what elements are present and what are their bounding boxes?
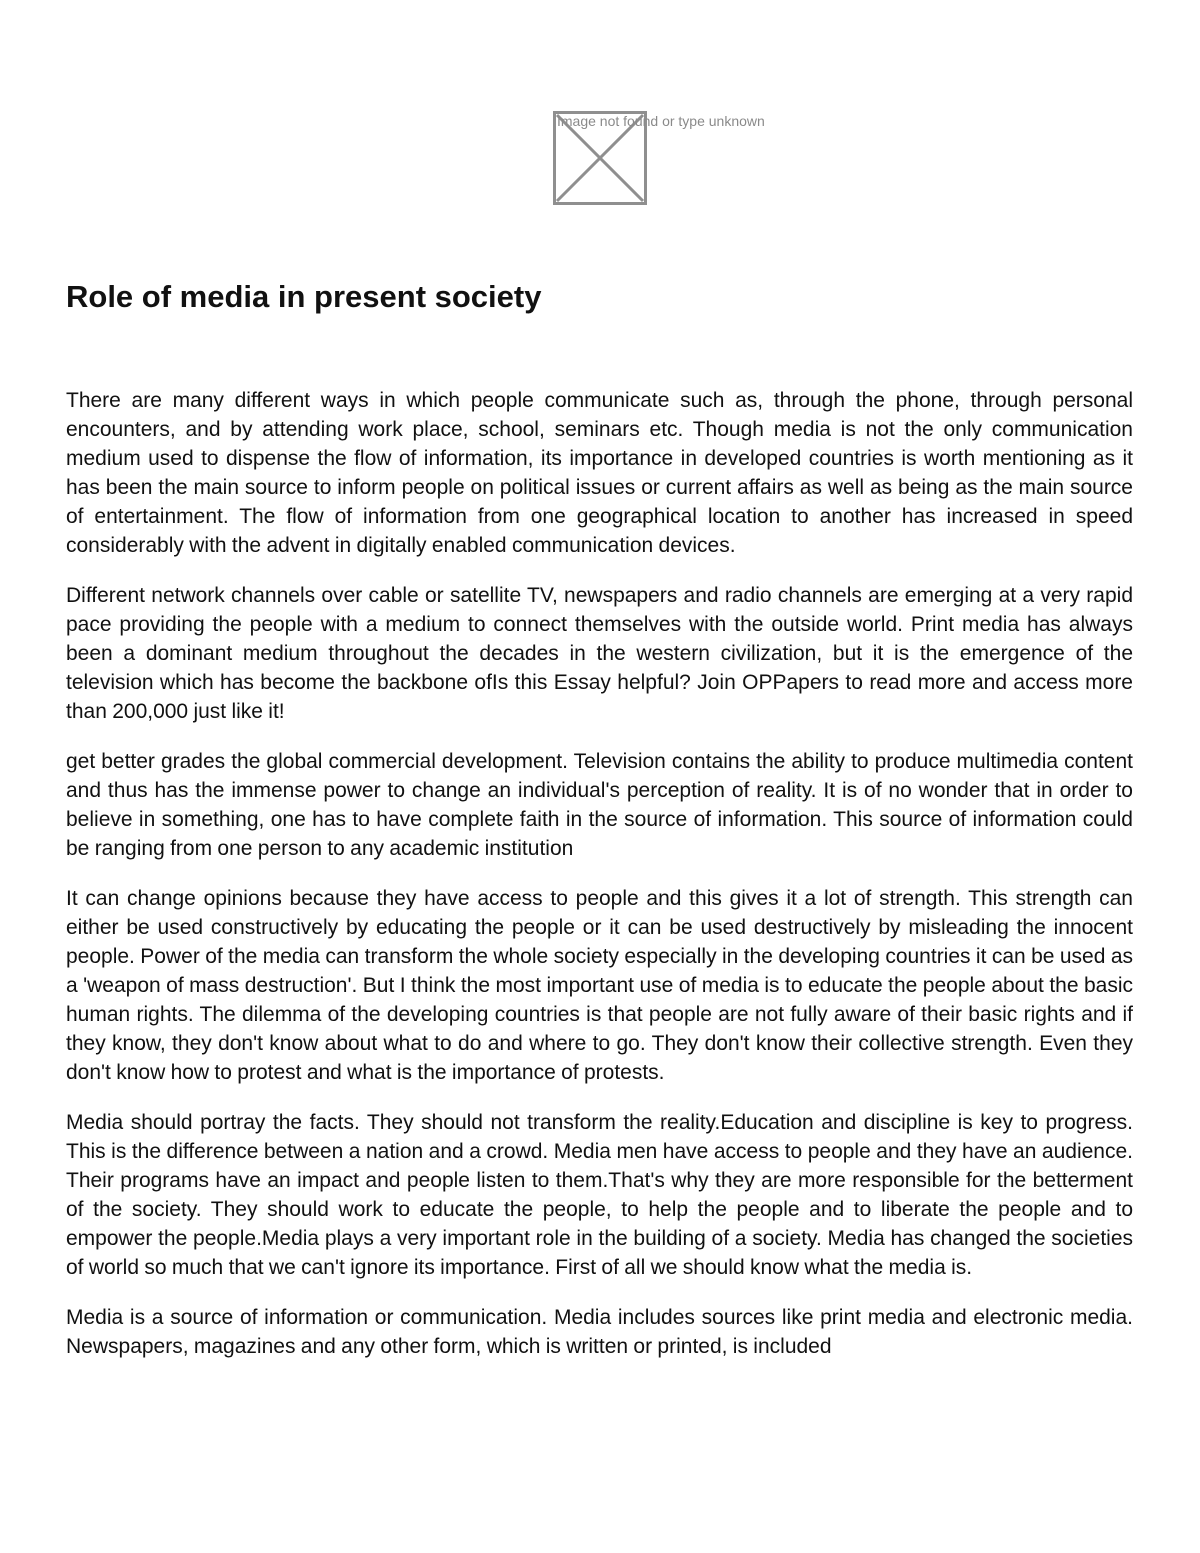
- paragraph: There are many different ways in which people communicate such as, through the phone, through personal encounters, and by attending work place, school, seminars etc. Though media is not the only communication medium used to dispense the flow of information, its importance in developed countries is worth mentioning as it has been the main source to inform people on political issues or current affairs as well as being as the main source of entertainment. The flow of information from one geographical location to another has increased in speed considerably with the advent in digitally enabled communication devices.: [66, 389, 1133, 557]
- image-alt-text: Image not found or type unknown: [557, 113, 765, 129]
- essay-body: [66, 386, 1133, 1382]
- paragraph: It can change opinions because they have access to people and this gives it a lot of strength. This strength can either be used constructively by educating the people or it can be used destructively by misleading the innocent people. Power of the media can transform the whole society especially in the developing countries it can be used as a 'weapon of mass destruction'. But I think the most important use of media is to educate the people about the basic human rights. The dilemma of the developing countries is that people are not fully aware of their basic rights and if they know, they don't know about what to do and where to go. They don't know their collective strength. Even they don't know how to protest and what is the importance of protests.: [66, 887, 1133, 1084]
- page-title: Role of media in present society: [66, 279, 542, 314]
- paragraph: Different network channels over cable or satellite TV, newspapers and radio channels are emerging at a very rapid pace providing the people with a medium to connect themselves with the outside world. Print media has always been a dominant medium throughout the decades in the western civilization, but it is the emergence of the television which has become the backbone ofIs this Essay helpful? Join OPPapers to read more and access more than 200,000 just like it!: [66, 584, 1133, 723]
- paragraph: Media should portray the facts. They should not transform the reality.Education and discipline is key to progress. This is the difference between a nation and a crowd. Media men have access to people and they have an audience. Their programs have an impact and people listen to them.That's why they are more responsible for the betterment of the society. They should work to educate the people, to help the people and to liberate the people and to empower the people.Media plays a very important role in the building of a society. Media has changed the societies of world so much that we can't ignore its importance. First of all we should know what the media is.: [66, 1111, 1133, 1279]
- paragraph: get better grades the global commercial development. Television contains the ability to produce multimedia content and thus has the immense power to change an individual's perception of reality. It is of no wonder that in order to believe in something, one has to have complete faith in the source of information. This source of information could be ranging from one person to any academic institution: [66, 750, 1133, 860]
- paragraph: Media is a source of information or communication. Media includes sources like print media and electronic media. Newspapers, magazines and any other form, which is written or printed, is included: [66, 1306, 1133, 1358]
